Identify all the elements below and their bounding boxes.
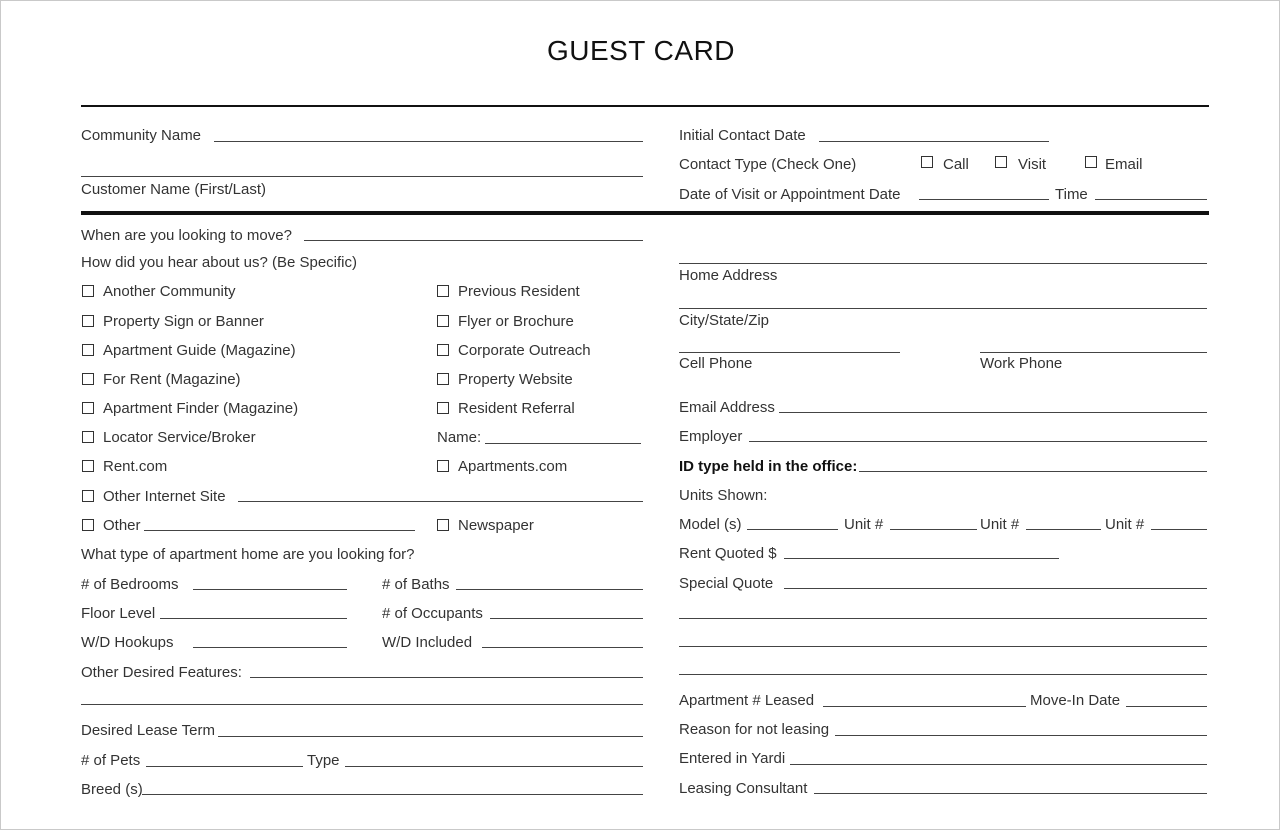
newspaper-label: Newspaper — [458, 517, 534, 534]
entered-yardi-field[interactable] — [790, 764, 1207, 765]
other-features-field-line2[interactable] — [81, 704, 643, 705]
flyer-brochure-label: Flyer or Brochure — [458, 313, 574, 330]
unit-2-label: Unit # — [980, 516, 1020, 533]
unit-3-label: Unit # — [1105, 516, 1145, 533]
flyer-brochure-checkbox[interactable] — [437, 315, 449, 327]
top-rule — [81, 105, 1209, 107]
other-features-label: Other Desired Features: — [81, 664, 242, 681]
special-quote-label: Special Quote — [679, 575, 774, 592]
resident-referral-label: Resident Referral — [458, 400, 575, 417]
city-state-zip-field[interactable] — [679, 308, 1207, 309]
wd-included-label: W/D Included — [382, 634, 473, 651]
previous-resident-label: Previous Resident — [458, 283, 580, 300]
other-internet-site-label: Other Internet Site — [103, 488, 226, 505]
contact-call-label: Call — [943, 156, 969, 173]
bedrooms-field[interactable] — [193, 589, 347, 590]
another-community-checkbox[interactable] — [82, 285, 94, 297]
email-address-label: Email Address — [679, 399, 775, 416]
work-phone-field[interactable] — [980, 352, 1207, 353]
leasing-consultant-label: Leasing Consultant — [679, 780, 808, 797]
special-quote-field-line4[interactable] — [679, 674, 1207, 675]
special-quote-field-line2[interactable] — [679, 618, 1207, 619]
apartment-guide-checkbox[interactable] — [82, 344, 94, 356]
contact-email-checkbox[interactable] — [1085, 156, 1097, 168]
lease-term-field[interactable] — [218, 736, 643, 737]
floor-level-field[interactable] — [160, 618, 347, 619]
rent-quoted-label: Rent Quoted $ — [679, 545, 777, 562]
breed-field[interactable] — [142, 794, 643, 795]
apt-type-question: What type of apartment home are you looking for? — [81, 546, 415, 563]
units-shown-label: Units Shown: — [679, 487, 768, 504]
reason-not-leasing-field[interactable] — [835, 735, 1207, 736]
apartment-finder-label: Apartment Finder (Magazine) — [103, 400, 299, 417]
pets-field[interactable] — [146, 766, 303, 767]
pets-label: # of Pets — [81, 752, 141, 769]
customer-name-label: Customer Name (First/Last) — [81, 181, 267, 198]
reason-not-leasing-label: Reason for not leasing — [679, 721, 830, 738]
corporate-outreach-checkbox[interactable] — [437, 344, 449, 356]
time-label: Time — [1055, 186, 1088, 203]
rent-com-label: Rent.com — [103, 458, 168, 475]
how-hear-label: How did you hear about us? (Be Specific) — [81, 254, 357, 271]
community-name-label: Community Name — [81, 127, 202, 144]
breed-label: Breed (s) — [81, 781, 143, 798]
apartment-guide-label: Apartment Guide (Magazine) — [103, 342, 296, 359]
apartment-finder-checkbox[interactable] — [82, 402, 94, 414]
email-address-field[interactable] — [779, 412, 1207, 413]
occupants-field[interactable] — [490, 618, 643, 619]
unit-1-field[interactable] — [890, 529, 977, 530]
cell-phone-label: Cell Phone — [679, 355, 753, 372]
corporate-outreach-label: Corporate Outreach — [458, 342, 591, 359]
baths-field[interactable] — [456, 589, 643, 590]
wd-hookups-label: W/D Hookups — [81, 634, 174, 651]
move-in-date-label: Move-In Date — [1030, 692, 1121, 709]
section-rule — [81, 211, 1209, 215]
model-label: Model (s) — [679, 516, 742, 533]
another-community-label: Another Community — [103, 283, 236, 300]
for-rent-label: For Rent (Magazine) — [103, 371, 241, 388]
floor-level-label: Floor Level — [81, 605, 156, 622]
wd-included-field[interactable] — [482, 647, 643, 648]
resident-referral-checkbox[interactable] — [437, 402, 449, 414]
apartments-com-label: Apartments.com — [458, 458, 568, 475]
property-sign-checkbox[interactable] — [82, 315, 94, 327]
city-state-zip-label: City/State/Zip — [679, 312, 770, 329]
model-field[interactable] — [747, 529, 838, 530]
bedrooms-label: # of Bedrooms — [81, 576, 179, 593]
other-source-checkbox[interactable] — [82, 519, 94, 531]
initial-contact-date-label: Initial Contact Date — [679, 127, 806, 144]
apt-leased-label: Apartment # Leased — [679, 692, 815, 709]
other-source-label: Other — [103, 517, 141, 534]
when-move-label: When are you looking to move? — [81, 227, 292, 244]
leasing-consultant-field[interactable] — [814, 793, 1207, 794]
pet-type-label: Type — [307, 752, 340, 769]
referral-name-field[interactable] — [485, 443, 641, 444]
id-type-label: ID type held in the office: — [679, 458, 858, 475]
cell-phone-field[interactable] — [679, 352, 900, 353]
community-name-field-line2[interactable] — [81, 176, 643, 177]
contact-call-checkbox[interactable] — [921, 156, 933, 168]
wd-hookups-field[interactable] — [193, 647, 347, 648]
other-internet-site-field[interactable] — [238, 501, 643, 502]
unit-3-field[interactable] — [1151, 529, 1207, 530]
contact-email-label: Email — [1105, 156, 1143, 173]
employer-label: Employer — [679, 428, 743, 445]
special-quote-field[interactable] — [784, 588, 1207, 589]
unit-2-field[interactable] — [1026, 529, 1101, 530]
other-features-field[interactable] — [250, 677, 643, 678]
rent-com-checkbox[interactable] — [82, 460, 94, 472]
home-address-label: Home Address — [679, 267, 778, 284]
special-quote-field-line3[interactable] — [679, 646, 1207, 647]
home-address-field[interactable] — [679, 263, 1207, 264]
work-phone-label: Work Phone — [980, 355, 1063, 372]
initial-contact-date-field[interactable] — [819, 141, 1049, 142]
employer-field[interactable] — [749, 441, 1207, 442]
page-title: GUEST CARD — [546, 35, 736, 66]
visit-date-field[interactable] — [919, 199, 1049, 200]
property-website-checkbox[interactable] — [437, 373, 449, 385]
referral-name-label: Name: — [437, 429, 482, 446]
apt-leased-field[interactable] — [823, 706, 1026, 707]
contact-visit-label: Visit — [1018, 156, 1047, 173]
lease-term-label: Desired Lease Term — [81, 722, 215, 739]
property-sign-label: Property Sign or Banner — [103, 313, 264, 330]
locator-service-label: Locator Service/Broker — [103, 429, 256, 446]
contact-visit-checkbox[interactable] — [995, 156, 1007, 168]
occupants-label: # of Occupants — [382, 605, 483, 622]
id-type-field[interactable] — [859, 471, 1207, 472]
apartments-com-checkbox[interactable] — [437, 460, 449, 472]
other-source-field[interactable] — [144, 530, 415, 531]
baths-label: # of Baths — [382, 576, 450, 593]
entered-yardi-label: Entered in Yardi — [679, 750, 786, 767]
time-field[interactable] — [1095, 199, 1207, 200]
move-in-date-field[interactable] — [1126, 706, 1207, 707]
pet-type-field[interactable] — [345, 766, 643, 767]
previous-resident-checkbox[interactable] — [437, 285, 449, 297]
for-rent-checkbox[interactable] — [82, 373, 94, 385]
locator-service-checkbox[interactable] — [82, 431, 94, 443]
community-name-field[interactable] — [214, 141, 643, 142]
rent-quoted-field[interactable] — [784, 558, 1059, 559]
newspaper-checkbox[interactable] — [437, 519, 449, 531]
visit-date-label: Date of Visit or Appointment Date — [679, 186, 901, 203]
unit-1-label: Unit # — [844, 516, 884, 533]
other-internet-site-checkbox[interactable] — [82, 490, 94, 502]
contact-type-label: Contact Type (Check One) — [679, 156, 857, 173]
property-website-label: Property Website — [458, 371, 573, 388]
when-move-field[interactable] — [304, 240, 643, 241]
